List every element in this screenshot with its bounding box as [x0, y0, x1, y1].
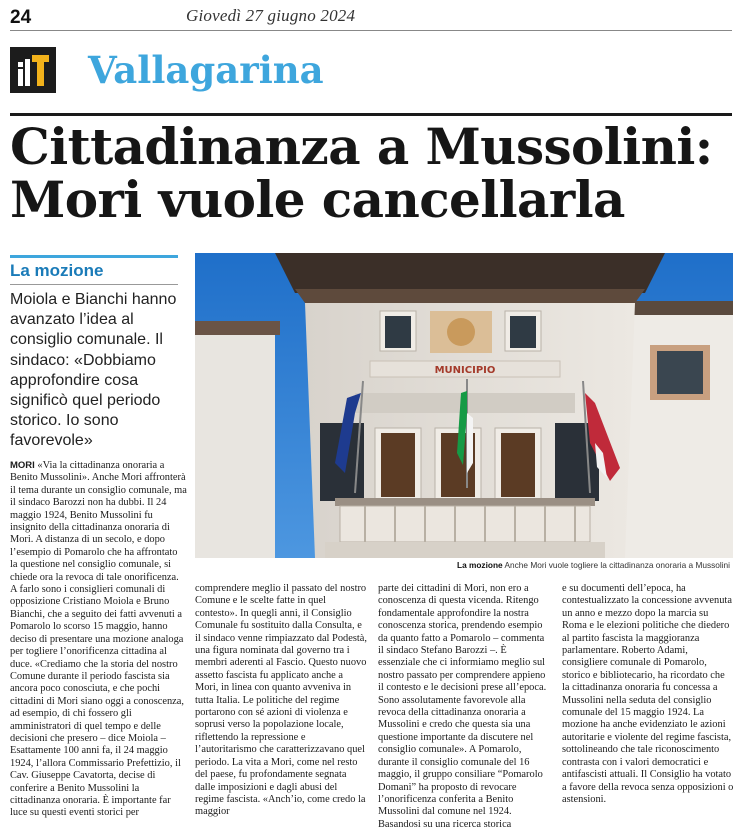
- article-column-2: [195, 583, 367, 819]
- section-title: Vallagarina: [88, 48, 324, 92]
- kicker-rule: [10, 255, 178, 258]
- town-hall-photo: [195, 253, 733, 558]
- article-column-1: [10, 460, 187, 820]
- headline: [10, 117, 730, 229]
- kicker-rule-thin: [10, 284, 178, 285]
- municipio-sign: MUNICIPIO: [434, 365, 496, 376]
- kicker: La mozione: [10, 261, 104, 280]
- caption-text: Anche Mori vuole togliere la cittadinanza onoraria a Mussolini: [504, 560, 731, 570]
- page-number: 24: [10, 7, 32, 28]
- column-3-text: parte dei cittadini di Mori, non ero a conoscenza di questa vicenda. Ritengo fondamentale approfondire la nostra conoscenza storica, prendendo esempio da quanto fatto a Pomarolo – commenta il sindaco Stefano Barozzi –. È essenziale che ci informiamo meglio sul nostro passato per comprendere appieno il contesto e le decisioni prese all’epoca. Sono assolutamente favorevole alla revoca della cittadinanza onoraria a Mussolini e credo che questa sia una questione importante da discutere nel consiglio comunale». A Pomarolo, durante il consiglio comunale del 16 maggio, il gruppo consiliare “Pomarolo Domani” ha proposto di revocare l’onorificenza conferita a Benito Mussolini dal comune nel 1924. Basandosi su una ricerca storica: [378, 583, 547, 830]
- article-summary: Moiola e Bianchi hanno avanzato l’idea al consiglio comunale. Il sindaco: «Dobbiamo approfondire cosa significò quel periodo storico. Io sono favorevole»: [10, 291, 177, 450]
- column-1-text: «Via la cittadinanza onoraria a Benito Mussolini». Anche Mori affronterà il tema durante un consiglio comunale, ma il sindaco Barozzi non ha dubbi. Il 24 maggio 1924, Benito Mussolini fu insignito della cittadinanza onoraria di Mori. A distanza di un secolo, e dopo l’esempio di Pomarolo che ha affrontato la questione nel consiglio comunale, si chiede ora la revoca di tale onorificenza. A farlo sono i consiglieri comunali di opposizione Cristiano Moiola e Bruno Bianchi, che a seguito dei fatti avvenuti a Pomarolo lo scorso 15 maggio, hanno deciso di presentare una mozione analoga per togliere l’onorificenza cittadina al duce. «Crediamo che la storia del nostro Comune durante il periodo fascista sia ancora poco conosciuta, e che pochi cittadini di Mori siano oggi a conoscenza, ad esempio, di chi fossero gli amministratori di quel tempo e delle decisioni che presero – dice Moiola – Esattamente 100 anni fa, il 24 maggio 1924, l’allora Commissario Prefettizio, il Cav. Giuseppe Cavatorta, decise di conferire a Benito Mussolini la cittadinanza onoraria. È importante far luce su questi eventi storici per: [10, 460, 187, 819]
- newspaper-logo: [10, 47, 56, 93]
- issue-date: Giovedì 27 giugno 2024: [186, 6, 356, 25]
- section-rule: [10, 113, 732, 116]
- lead-word: MORI: [10, 460, 35, 471]
- top-divider: [10, 30, 732, 31]
- photo-caption: [457, 560, 737, 570]
- column-4-text: e su documenti dell’epoca, ha contestualizzato la concessione avvenuta un anno e mezzo dopo la marcia su Roma e le elezioni politiche che diedero al partito fascista la maggioranza parlamentare. Roberto Adami, consigliere comunale di Pomarolo, storico e bibliotecario, ha ricordato che la cittadinanza onoraria fu concessa a Mussolini nella seduta del consiglio comunale del 15 maggio 1924. La mozione ha anche evidenziato le azioni autoritarie e violente del regime fascista, sottolineando che tale riconoscimento contrasta con i valori democratici e antifascisti attuali. Il Consiglio ha votato a favore della revoca senza opposizioni o astensioni.: [562, 583, 734, 805]
- headline-line-2: Mori vuole cancellarla: [10, 170, 625, 229]
- headline-line-1: Cittadinanza a Mussolini:: [10, 117, 713, 176]
- caption-label: La mozione: [457, 560, 503, 570]
- article-column-3: [378, 583, 550, 831]
- column-2-text: comprendere meglio il passato del nostro Comune e le scelte fatte in quel contesto». In quegli anni, il Consiglio Comunale fu sostituito dalla Consulta, e il sindaco venne rimpiazzato dal Podestà, una figura nominata dal governo tra i membri aderenti al Fascio. Questo nuovo assetto fascista fu applicato anche a Mori, in linea con quanto avveniva in tutta Italia. Le politiche del regime portarono con sé azioni di violenza e soprusi verso la popolazione locale, riflettendo la repressione e l’autoritarismo che caratterizzavano quel periodo. La vita a Mori, come nel resto del paese, fu profondamente segnata dalle imposizioni e dagli abusi del regime fascista. «Anch’io, come credo la maggior: [195, 583, 367, 818]
- article-column-4: [562, 583, 734, 806]
